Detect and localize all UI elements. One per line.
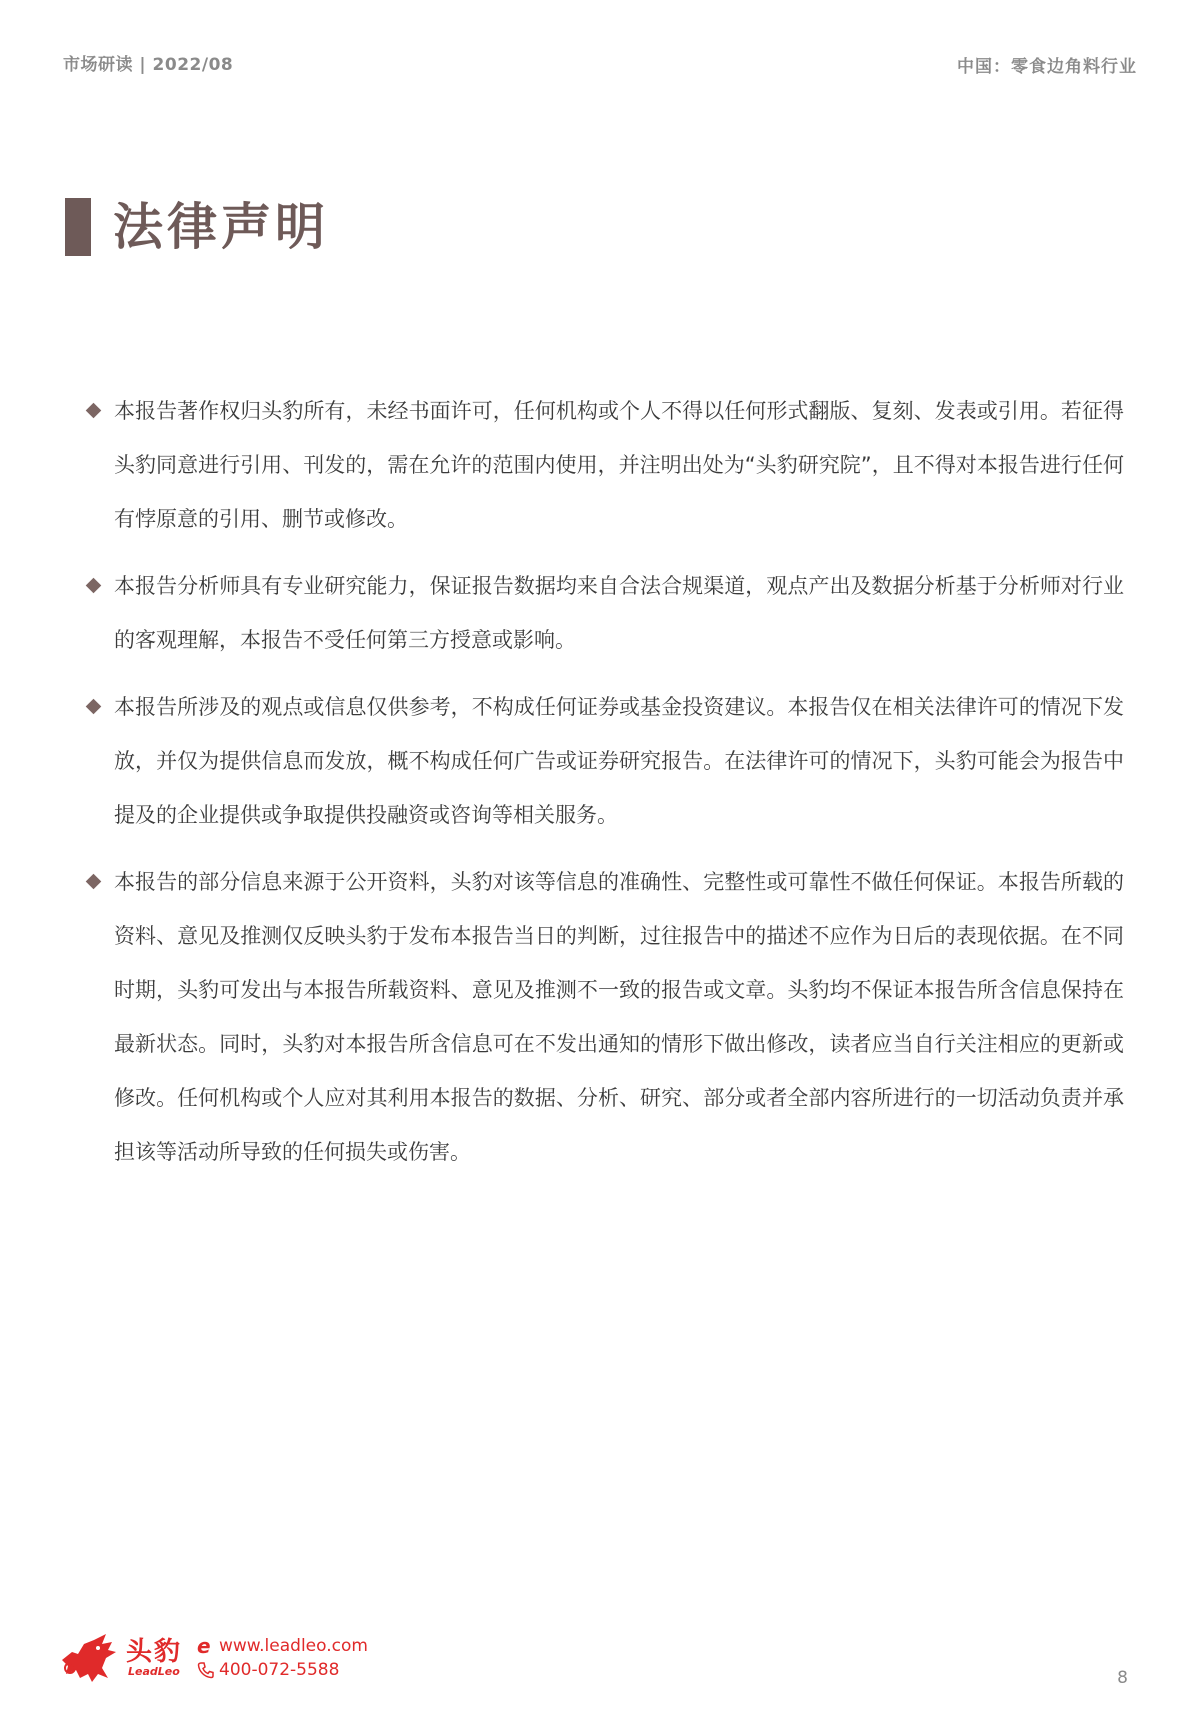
title-accent-bar — [65, 198, 91, 256]
list-item-text: 本报告的部分信息来源于公开资料，头豹对该等信息的准确性、完整性或可靠性不做任何保证。本报告所载的资料、意见及推测仅反映头豹于发布本报告当日的判断，过往报告中的描述不应作为日后的表现依据。在不同时期，头豹可发出与本报告所载资料、意见及推测不一致的报告或文章。头豹均不保证本报告所含信息保持在最新状态。同时，头豹对本报告所含信息可在不发出通知的情形下做出修改，读者应当自行关注相应的更新或修改。任何机构或个人应对其利用本报告的数据、分析、研究、部分或者全部内容所进行的一切活动负责并承担该等活动所导致的任何损失或伤害。 — [114, 870, 1124, 1164]
logo-english-name: LeadLeo — [128, 1665, 180, 1678]
logo-chinese-name: 头豹 — [126, 1637, 183, 1667]
diamond-bullet-icon — [86, 578, 102, 594]
page-number: 8 — [1117, 1668, 1128, 1688]
page-title — [65, 198, 329, 256]
list-item-text: 本报告著作权归头豹所有，未经书面许可，任何机构或个人不得以任何形式翻版、复刻、发表或引用。若征得头豹同意进行引用、刊发的，需在允许的范围内使用，并注明出处为“头豹研究院”，且不得对本报告进行任何有悖原意的引用、删节或修改。 — [114, 399, 1124, 531]
legal-statement-list — [84, 384, 1124, 1192]
list-item-text: 本报告所涉及的观点或信息仅供参考，不构成任何证券或基金投资建议。本报告仅在相关法律许可的情况下发放，并仅为提供信息而发放，概不构成任何广告或证券研究报告。在法律许可的情况下，头豹可能会为报告中提及的企业提供或争取提供投融资或咨询等相关服务。 — [114, 695, 1124, 827]
phone-icon — [196, 1660, 216, 1680]
list-item — [84, 559, 1124, 667]
list-item-text: 本报告分析师具有专业研究能力，保证报告数据均来自合法合规渠道，观点产出及数据分析基于分析师对行业的客观理解，本报告不受任何第三方授意或影响。 — [114, 574, 1124, 652]
diamond-bullet-icon — [86, 874, 102, 890]
diamond-bullet-icon — [86, 403, 102, 419]
list-item — [84, 384, 1124, 546]
diamond-bullet-icon — [86, 699, 102, 715]
page-title-text: 法律声明 — [113, 198, 329, 256]
list-item — [84, 680, 1124, 842]
phone-text: 400-072-5588 — [219, 1660, 340, 1680]
footer-phone — [196, 1660, 339, 1680]
svg-text:e: e — [197, 1636, 211, 1656]
header-right: 中国：零食边角料行业 — [957, 57, 1137, 77]
leopard-logo-icon — [58, 1630, 118, 1686]
web-e-icon — [196, 1636, 216, 1656]
footer-website[interactable] — [196, 1636, 368, 1656]
list-item — [84, 855, 1124, 1179]
website-text[interactable]: www.leadleo.com — [219, 1636, 368, 1656]
header-left: 市场研读 | 2022/08 — [63, 55, 234, 75]
